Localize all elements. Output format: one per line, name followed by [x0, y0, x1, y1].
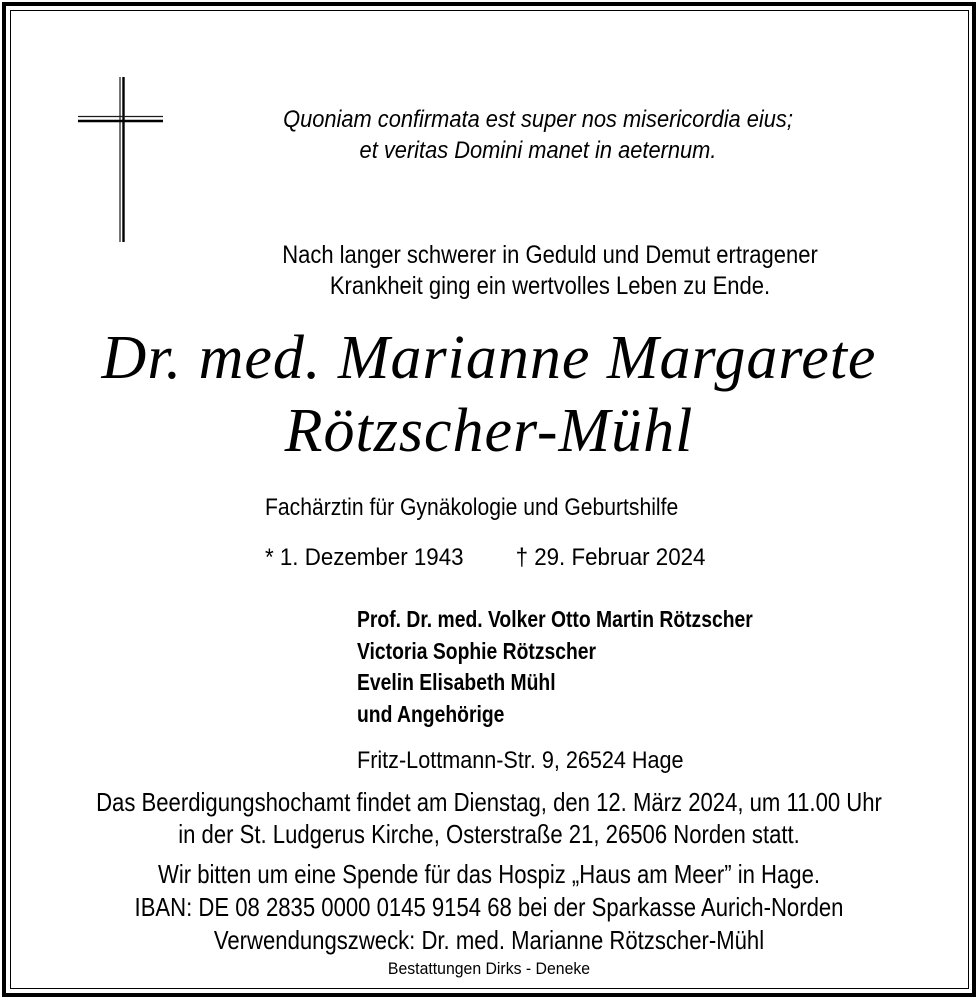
intro-text: [163, 240, 937, 302]
epitaph-quote: [138, 104, 939, 166]
deceased-profession: Fachärztin für Gynäkologie und Geburtshilfe: [265, 494, 679, 521]
funeral-home-name: Bestattungen Dirks - Deneke: [387, 959, 591, 978]
deceased-name: [0, 322, 978, 468]
deceased-name-line-1: Dr. med. Marianne Margarete: [101, 324, 877, 392]
epitaph-line-2: et veritas Domini manet in aeternum.: [359, 137, 717, 164]
life-dates: [265, 544, 705, 572]
mourner-item: Prof. Dr. med. Volker Otto Martin Rötzscher: [357, 606, 753, 632]
deceased-name-line-2: Rötzscher-Mühl: [284, 397, 694, 465]
mourner-item: und Angehörige: [357, 700, 505, 727]
donation-line-2: IBAN: DE 08 2835 0000 0145 9154 68 bei der Sparkasse Aurich-Norden: [134, 892, 844, 922]
funeral-service-info: [73, 786, 904, 850]
mourner-item: Evelin Elisabeth Mühl: [357, 669, 556, 695]
epitaph-line-1: Quoniam confirmata est super nos misericordia eius;: [283, 106, 793, 133]
mourners-list: [357, 604, 753, 730]
donation-line-3: Verwendungszweck: Dr. med. Marianne Rötzscher-Mühl: [213, 925, 765, 955]
donation-info: [73, 858, 904, 957]
birth-date: * 1. Dezember 1943: [265, 544, 464, 571]
intro-line-2: Krankheit ging ein wertvolles Leben zu Ende.: [329, 272, 771, 300]
contact-address: Fritz-Lottmann-Str. 9, 26524 Hage: [357, 747, 684, 774]
mourner-item: Victoria Sophie Rötzscher: [357, 637, 597, 664]
death-date: † 29. Februar 2024: [515, 544, 706, 571]
service-line-2: in der St. Ludgerus Kirche, Osterstraße 21, 26506 Norden statt.: [178, 819, 800, 849]
service-line-1: Das Beerdigungshochamt findet am Dienstag, den 12. März 2024, um 11.00 Uhr: [96, 787, 882, 817]
donation-line-1: Wir bitten um eine Spende für das Hospiz „Haus am Meer” in Hage.: [157, 859, 821, 889]
intro-line-1: Nach langer schwerer in Geduld und Demut ertragener: [282, 241, 818, 269]
